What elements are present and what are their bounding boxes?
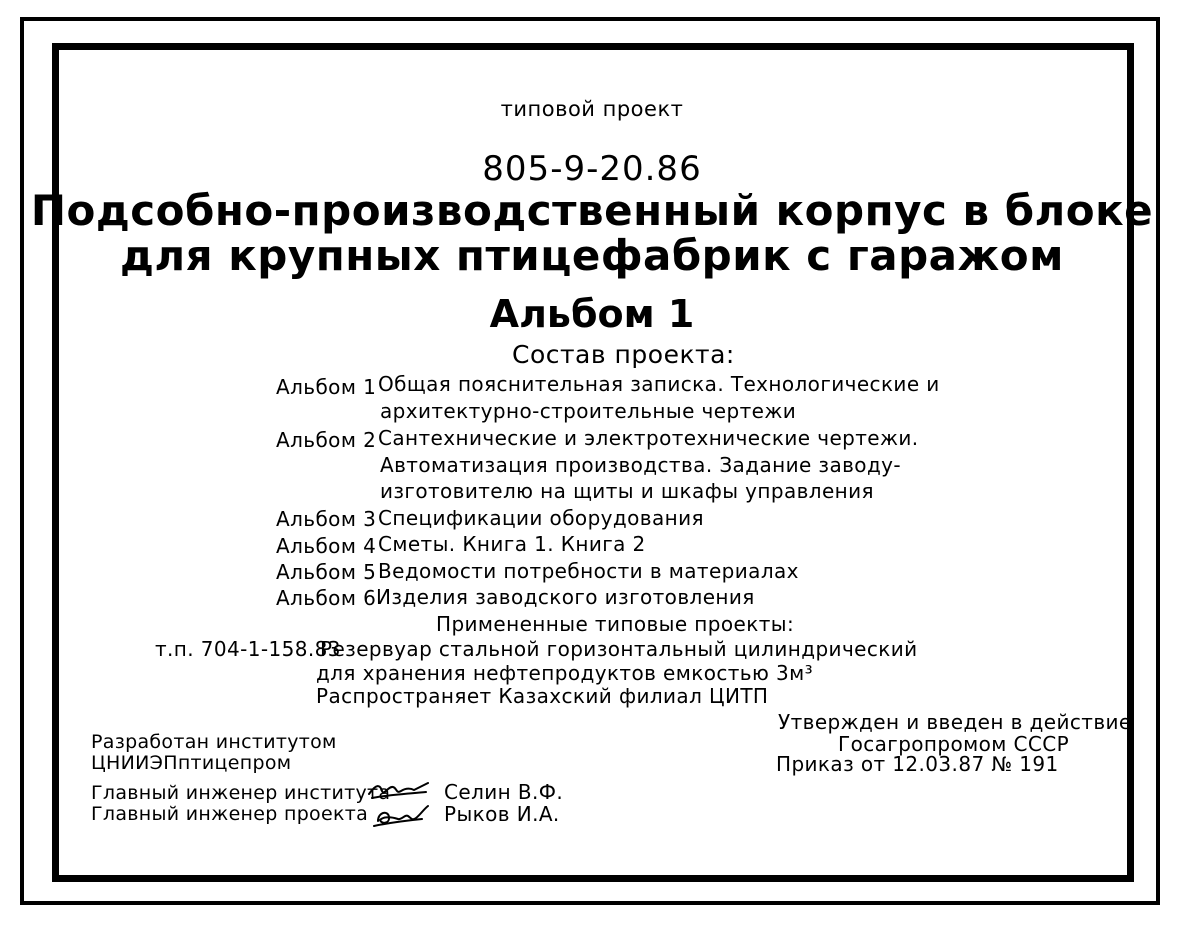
album-6-line-1: Изделия заводского изготовления xyxy=(376,585,755,609)
album-2-line-2: Автоматизация производства. Задание заводу- xyxy=(380,453,902,477)
developer-line-1: Разработан институтом xyxy=(91,731,337,753)
project-code: 805-9-20.86 xyxy=(482,149,702,189)
album-2-line-3: изготовителю на щиты и шкафы управления xyxy=(380,479,874,503)
signature-selin xyxy=(366,780,432,802)
applied-line-2: для хранения нефтепродуктов емкостью 3м³ xyxy=(316,661,814,685)
album-2-line-1: Сантехнические и электротехнические чертежи. xyxy=(378,426,919,450)
applied-heading: Примененные типовые проекты: xyxy=(436,612,795,636)
signature-rykov xyxy=(372,804,432,830)
approval-line-3: Приказ от 12.03.87 № 191 xyxy=(776,752,1059,776)
applied-line-1: Резервуар стальной горизонтальный цилиндрический xyxy=(320,637,918,661)
title-line-1: Подсобно-производственный корпус в блоке xyxy=(30,186,1154,235)
album-6-label: Альбом 6 xyxy=(276,586,377,610)
album-5-line-1: Ведомости потребности в материалах xyxy=(378,559,799,583)
distributor: Распространяет Казахский филиал ЦИТП xyxy=(316,684,769,708)
album-3-line-1: Спецификации оборудования xyxy=(378,506,704,530)
album-1-line-2: архитектурно-строительные чертежи xyxy=(380,399,797,423)
applied-ref: т.п. 704-1-158.83 xyxy=(155,637,341,661)
album-5-label: Альбом 5 xyxy=(276,560,377,584)
album-3-label: Альбом 3 xyxy=(276,507,377,531)
album-4-line-1: Сметы. Книга 1. Книга 2 xyxy=(378,532,646,556)
chief-project-label: Главный инженер проекта xyxy=(91,803,369,825)
approval-line-1: Утвержден и введен в действие xyxy=(778,710,1132,734)
approval-line-2: Госагропромом СССР xyxy=(838,732,1070,756)
chief-institute-name: Селин В.Ф. xyxy=(444,780,564,804)
album-2-label: Альбом 2 xyxy=(276,428,377,452)
album-1-label: Альбом 1 xyxy=(276,375,377,399)
chief-institute-label: Главный инженер института xyxy=(91,782,391,804)
composition-heading: Состав проекта: xyxy=(512,340,735,369)
project-type: типовой проект xyxy=(500,97,684,121)
developer-line-2: ЦНИИЭПптицепром xyxy=(91,752,292,774)
album-4-label: Альбом 4 xyxy=(276,534,377,558)
chief-project-name: Рыков И.А. xyxy=(444,802,560,826)
album-1-line-1: Общая пояснительная записка. Технологические и xyxy=(378,372,940,396)
title-line-2: для крупных птицефабрик с гаражом xyxy=(119,231,1064,280)
album-title: Альбом 1 xyxy=(489,292,695,336)
